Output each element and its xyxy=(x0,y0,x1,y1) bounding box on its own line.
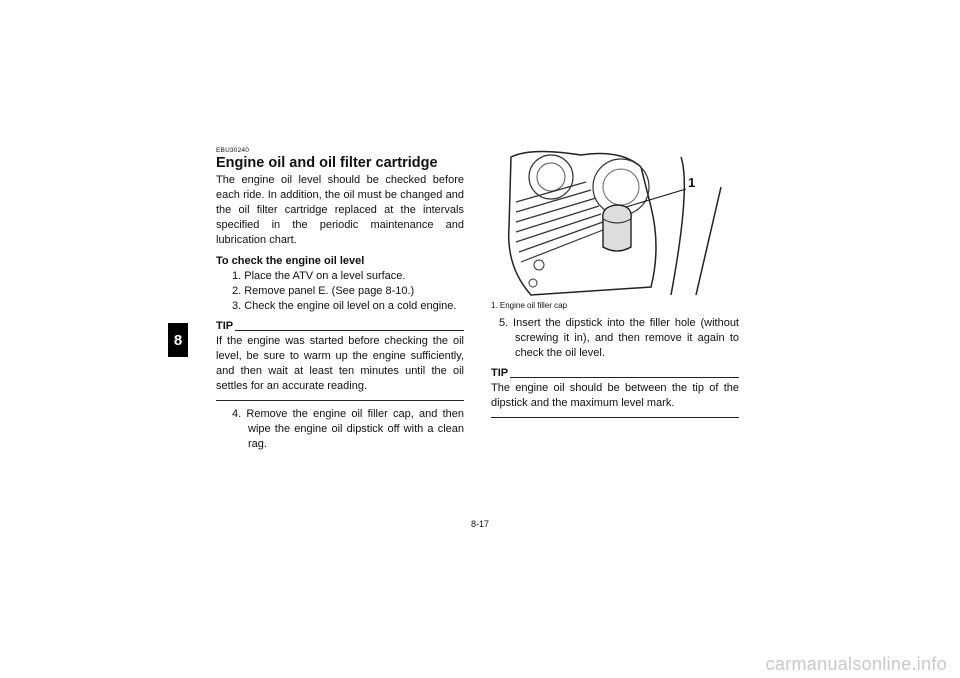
tip-header xyxy=(216,320,464,333)
step-3: 3. Check the engine oil level on a cold engine. xyxy=(232,300,457,312)
step-1: 1. Place the ATV on a level surface. xyxy=(232,270,406,282)
tip-text-1: If the engine was started before checking the oil level, be sure to warm up the engine sufficiently, and then wait at least ten minutes until the oil settles for an accurate reading. xyxy=(216,335,464,392)
watermark: carmanualsonline.info xyxy=(765,654,947,674)
intro-paragraph: The engine oil level should be checked before each ride. In addition, the oil must be changed and the oil filter cartridge replaced at the intervals specified in the periodic maintenance and lubrication chart. xyxy=(216,174,464,246)
tip-box-1 xyxy=(216,320,464,401)
tip-rule xyxy=(510,377,739,378)
tip-rule xyxy=(235,330,464,331)
section-title: Engine oil and oil filter cartridge xyxy=(216,155,438,171)
figure-callout: 1 xyxy=(688,175,696,190)
step-4: 4. Remove the engine oil filler cap, and then wipe the engine oil dipstick off with a clean rag. xyxy=(232,408,464,450)
tip-label: TIP xyxy=(216,320,234,332)
left-column xyxy=(216,147,464,452)
chapter-tab: 8 xyxy=(168,323,188,357)
right-column xyxy=(491,147,739,424)
figure-caption: 1. Engine oil filler cap xyxy=(491,301,568,310)
engine-figure xyxy=(491,147,739,297)
step-2: 2. Remove panel E. (See page 8-10.) xyxy=(232,285,415,297)
page-number: 8-17 xyxy=(470,519,489,529)
engine-illustration xyxy=(491,147,739,297)
tip-text-2: The engine oil should be between the tip of the dipstick and the maximum level mark. xyxy=(491,382,739,409)
subheading: To check the engine oil level xyxy=(216,255,365,267)
step-5: 5. Insert the dipstick into the filler hole (without screwing it in), and then remove it again to check the oil level. xyxy=(499,317,739,359)
tip-box-2 xyxy=(491,367,739,418)
tip-header xyxy=(491,367,739,380)
section-code: EBU30240 xyxy=(216,147,250,154)
tip-label: TIP xyxy=(491,367,509,379)
